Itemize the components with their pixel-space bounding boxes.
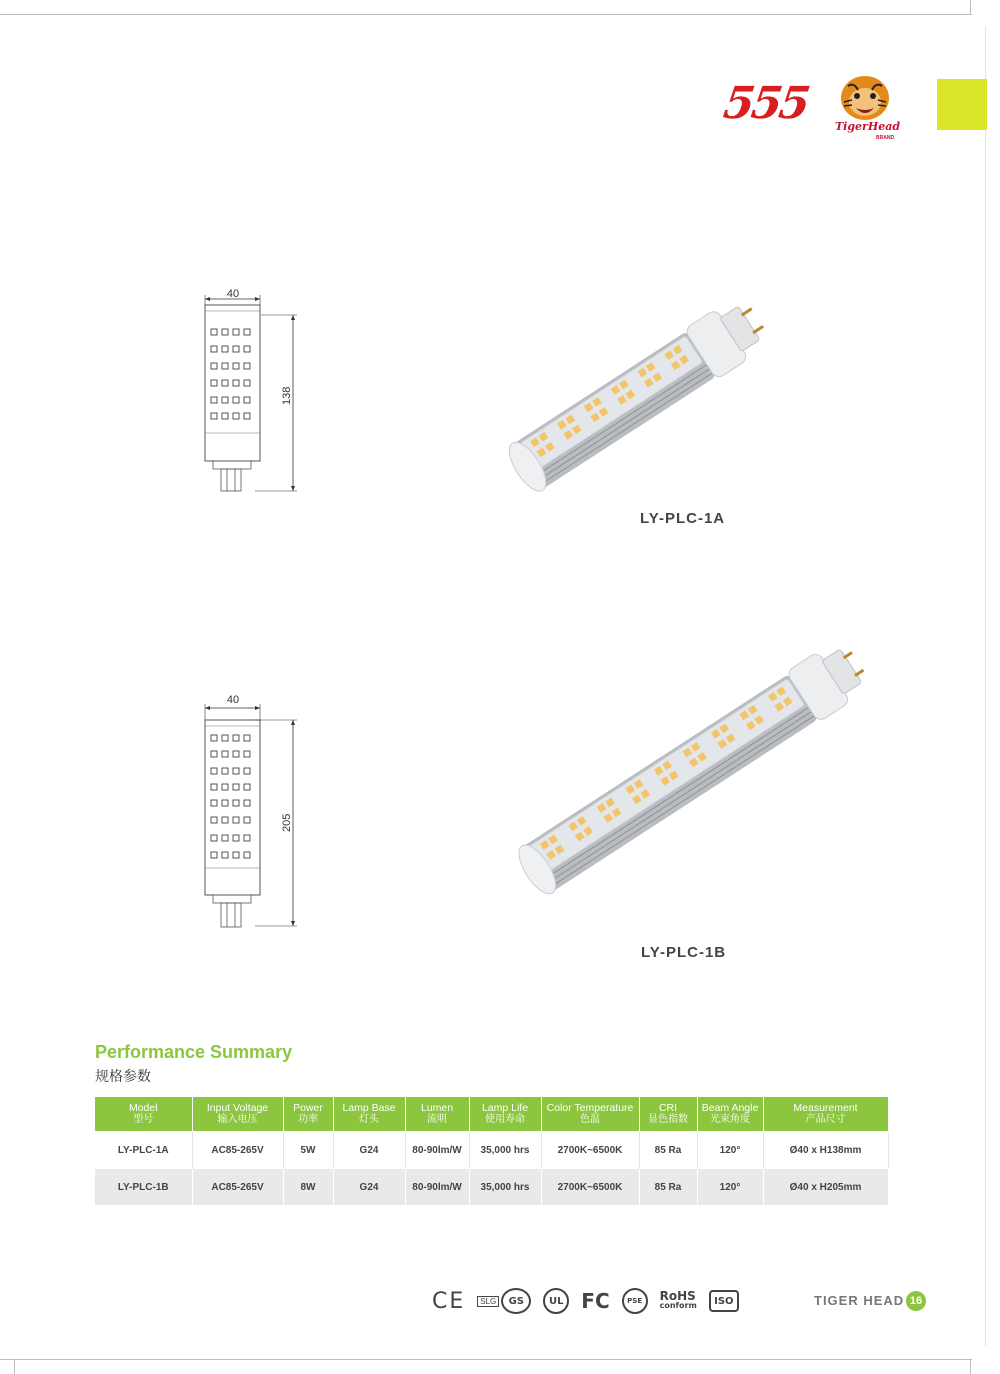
table-cell: AC85-265V [192, 1132, 283, 1169]
lamp-photo-ly-plc-1a [485, 285, 785, 510]
iso-mark-icon: ISO [709, 1290, 739, 1312]
table-cell: 8W [283, 1169, 333, 1206]
table-header-row [95, 1097, 888, 1132]
header-color-temperature: Color Temperature 色温 [541, 1097, 639, 1132]
header-beam-angle: Beam Angle 光束角度 [697, 1097, 763, 1132]
ul-mark-icon: UL [543, 1288, 569, 1314]
header-model: Model 型号 [95, 1097, 192, 1132]
crop-mark [970, 1359, 971, 1374]
table-cell: 120° [697, 1132, 763, 1169]
crop-mark [0, 1359, 972, 1360]
table-cell: 2700K~6500K [541, 1169, 639, 1206]
tiger-head-brand-subtext: BRAND [876, 135, 895, 141]
table-cell: 85 Ra [639, 1132, 697, 1169]
dim-width-label: 40 [226, 288, 240, 300]
header-power: Power 功率 [283, 1097, 333, 1132]
header-cri: CRI 显色指数 [639, 1097, 697, 1132]
crop-mark [0, 14, 972, 15]
crop-mark [970, 0, 971, 14]
slg-gs-mark-icon: SLG GS [477, 1288, 531, 1314]
crop-mark [985, 26, 986, 1346]
lamp-photo-ly-plc-1b [505, 625, 885, 910]
performance-table [95, 1097, 889, 1205]
rohs-mark-icon: RoHS conform [659, 1289, 697, 1310]
ce-mark-icon: CE [432, 1288, 466, 1314]
table-row [95, 1132, 888, 1169]
technical-drawing-ly-plc-1a [195, 285, 305, 497]
pse-mark-icon: PSE [622, 1288, 648, 1314]
table-cell: 35,000 hrs [469, 1132, 541, 1169]
performance-summary-subtitle: 规格参数 [95, 1069, 151, 1085]
dim-height-label: 138 [281, 386, 293, 405]
header-lumen: Lumen 流明 [405, 1097, 469, 1132]
table-row [95, 1169, 888, 1206]
table-cell: 2700K~6500K [541, 1132, 639, 1169]
header-input-voltage: Input Voltage 输入电压 [192, 1097, 283, 1132]
brand-logo-555: 555 [720, 78, 811, 129]
table-cell: G24 [333, 1169, 405, 1206]
accent-tab [937, 79, 987, 130]
certification-marks [432, 1285, 739, 1317]
table-cell: 35,000 hrs [469, 1169, 541, 1206]
model-label-ly-plc-1a: LY-PLC-1A [640, 510, 726, 527]
crop-mark [14, 1359, 15, 1374]
table-cell: LY-PLC-1B [95, 1169, 192, 1206]
table-cell: 5W [283, 1132, 333, 1169]
table-cell: LY-PLC-1A [95, 1132, 192, 1169]
table-cell: 85 Ra [639, 1169, 697, 1206]
header-measurement: Measurement 产品尺寸 [763, 1097, 888, 1132]
header-lamp-base: Lamp Base 灯头 [333, 1097, 405, 1132]
footer-brand: TIGER HEAD [814, 1293, 905, 1308]
table-cell: Ø40 x H138mm [763, 1132, 888, 1169]
tiger-head-wordmark: TigerHead [835, 120, 901, 133]
table-cell: AC85-265V [192, 1169, 283, 1206]
model-label-ly-plc-1b: LY-PLC-1B [641, 944, 727, 961]
page-number-badge: 16 [906, 1291, 926, 1311]
fc-mark-icon: FC [581, 1289, 610, 1313]
table-cell: 120° [697, 1169, 763, 1206]
header-lamp-life: Lamp Life 使用寿命 [469, 1097, 541, 1132]
technical-drawing-ly-plc-1b [195, 690, 305, 935]
table-cell: 80-90lm/W [405, 1169, 469, 1206]
dim-width-label: 40 [226, 694, 240, 706]
dim-height-label: 205 [281, 813, 293, 832]
performance-summary-title: Performance Summary [95, 1042, 293, 1062]
table-cell: 80-90lm/W [405, 1132, 469, 1169]
table-cell: G24 [333, 1132, 405, 1169]
table-cell: Ø40 x H205mm [763, 1169, 888, 1206]
